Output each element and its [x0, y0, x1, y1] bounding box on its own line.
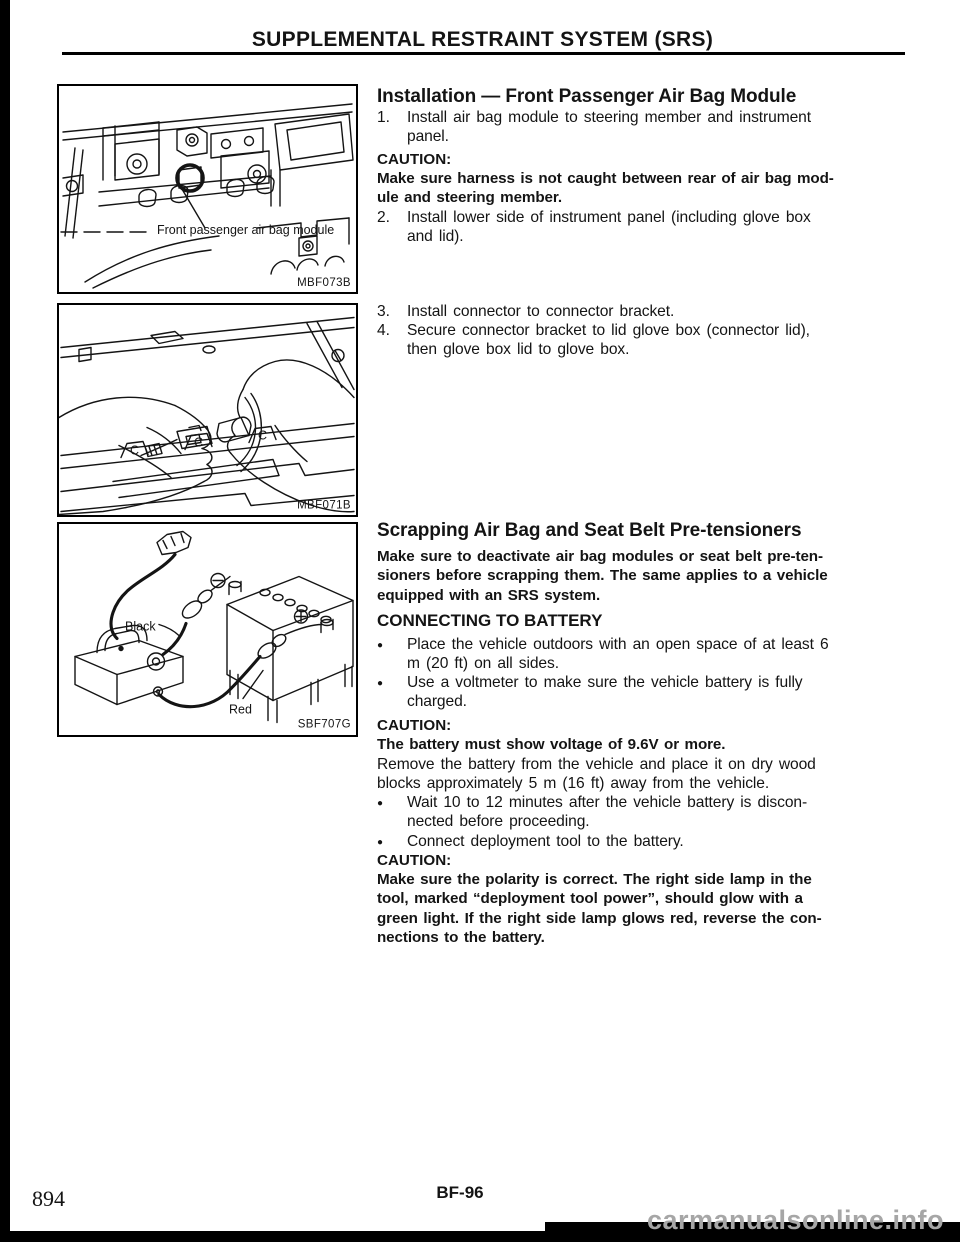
- installation-heading: Installation — Front Passenger Air Bag Module: [377, 86, 797, 107]
- install-step-4: [377, 321, 864, 360]
- install-step-2: [377, 208, 864, 247]
- figure2-drawing: [59, 305, 356, 515]
- step-number: 1.: [377, 109, 391, 126]
- bullet-text: Use a voltmeter to make sure the vehicle battery is fully charged.: [407, 674, 803, 711]
- caution-label-3: CAUTION:: [377, 852, 452, 869]
- bullet-icon: ●: [377, 640, 384, 651]
- book-page-number: 894: [32, 1186, 65, 1211]
- cable-red-label: Red: [229, 702, 252, 717]
- step-text: Install air bag module to steering member and instrument panel.: [407, 109, 811, 146]
- figure3-code: SBF707G: [297, 718, 351, 731]
- section-page-code: BF-96: [436, 1183, 484, 1202]
- red-cable: [159, 657, 260, 707]
- figure2-clip-label-3: C: [258, 428, 268, 443]
- battery-and-tool-drawing: [75, 532, 353, 723]
- bullet-icon: ●: [377, 678, 384, 689]
- connecting-battery-subheading: CONNECTING TO BATTERY: [377, 611, 603, 630]
- figure-connector-installation: [57, 303, 358, 517]
- step-number: 2.: [377, 209, 391, 226]
- figure2-code: MBF071B: [297, 499, 351, 512]
- hands-connector-drawing: [59, 318, 354, 515]
- step-text: Secure connector bracket to lid glove box (connector lid), then glove box lid to glove box.: [407, 322, 810, 359]
- plus-terminal-icon: [295, 610, 308, 623]
- caution-label-2: CAUTION:: [377, 717, 452, 734]
- battery-bullet-2: [377, 673, 864, 712]
- figure2-clip-label-2: C: [194, 435, 204, 450]
- battery-bullet-4: [377, 832, 864, 852]
- caution-text-3: Make sure the polarity is correct. The right side lamp in the tool, marked “deployment tool power”, should glow with a green light. If the right side lamp glows red, reverse the con- nections to the battery.: [377, 871, 822, 946]
- figure-airbag-module-location: [57, 84, 358, 294]
- remove-battery-paragraph: Remove the battery from the vehicle and place it on dry wood blocks approximately 5 m (16 ft) away from the vehicle.: [377, 756, 816, 793]
- caution-label-1: CAUTION:: [377, 151, 452, 168]
- bullet-text: Place the vehicle outdoors with an open space of at least 6 m (20 ft) on all sides.: [407, 636, 829, 673]
- figure-deployment-tool-battery: [57, 522, 358, 737]
- figure1-code: MBF073B: [297, 277, 351, 289]
- figure1-callout-label: Front passenger air bag module: [157, 223, 335, 237]
- bullet-text: Wait 10 to 12 minutes after the vehicle battery is discon- nected before proceeding.: [407, 794, 808, 831]
- install-step-3: [377, 302, 864, 321]
- scrapping-intro: Make sure to deactivate air bag modules or seat belt pre-ten- sioners before scrapping them. The same applies to a vehicle equipped with an SRS system.: [377, 548, 828, 604]
- watermark: carmanualsonline.info: [646, 1205, 944, 1235]
- install-step-1: [377, 108, 864, 147]
- cable-black-label: Black: [125, 619, 156, 634]
- step-number: 4.: [377, 322, 391, 339]
- battery-bullet-1: [377, 635, 864, 674]
- step-number: 3.: [377, 303, 391, 320]
- figure3-drawing: [59, 524, 356, 735]
- bullet-text: Connect deployment tool to the battery.: [407, 833, 684, 850]
- scan-left-black-bar: [0, 0, 10, 1242]
- step-text: Install connector to connector bracket.: [407, 303, 675, 320]
- page-title: SUPPLEMENTAL RESTRAINT SYSTEM (SRS): [251, 28, 714, 51]
- bullet-icon: ●: [377, 798, 384, 809]
- step-text: Install lower side of instrument panel (including glove box and lid).: [407, 209, 811, 246]
- battery-bullet-3: [377, 793, 864, 832]
- text-column: [377, 0, 864, 1242]
- caution-text-2: The battery must show voltage of 9.6V or more.: [377, 736, 726, 753]
- bullet-icon: ●: [377, 837, 384, 848]
- instrument-panel-drawing: [61, 104, 353, 288]
- figure2-clip-label-1: C: [130, 443, 140, 458]
- caution-text-1: Make sure harness is not caught between rear of air bag mod- ule and steering member.: [377, 170, 834, 207]
- figure1-drawing: [59, 86, 356, 292]
- scrapping-heading: Scrapping Air Bag and Seat Belt Pre-tensioners: [377, 520, 802, 541]
